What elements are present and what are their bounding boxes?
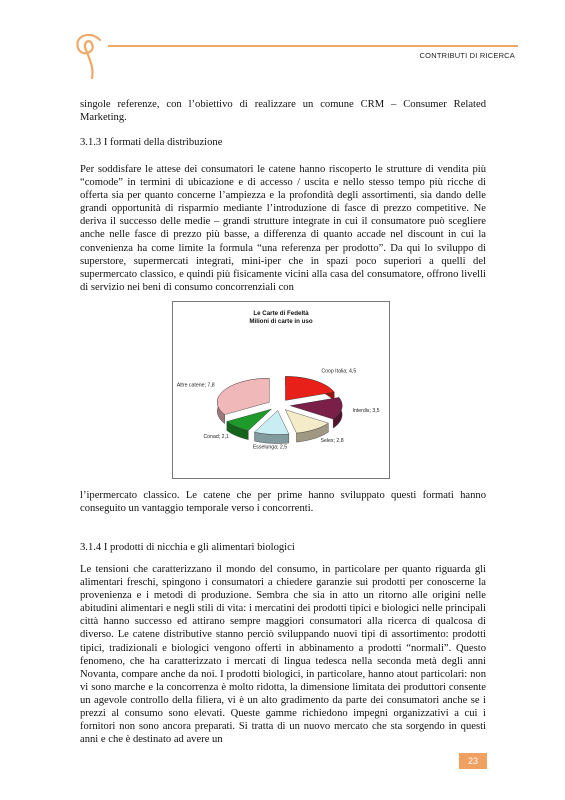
page-number: 23 — [459, 753, 487, 769]
paragraph-intro: singole referenze, con l’obiettivo di realizzare un comune CRM – Consumer Related Marketing. — [80, 99, 486, 124]
paragraph-ipermercato: l’ipermercato classico. Le catene che per prime hanno sviluppato questi formati hanno conseguito un vantaggio temporale verso i concorrenti. — [80, 490, 486, 515]
header-rule — [108, 45, 518, 47]
pie-label-coop-italia: Coop Italia; 4,5 — [321, 368, 357, 375]
pie-chart-svg — [173, 302, 389, 478]
pie-chart-figure — [172, 301, 390, 479]
pie-label-interdis: Interdis; 3,5 — [352, 408, 380, 415]
pie-slice-coop-italia — [285, 376, 334, 400]
decorative-swirl-logo — [70, 30, 110, 80]
pie-label-esselunga: Esselunga; 2,5 — [252, 444, 288, 451]
chart-title: Le Carte di Fedeltà — [253, 310, 309, 317]
pie-slice-altre-catene — [217, 378, 269, 414]
pie-label-altre-catene: Altre catene; 7,8 — [176, 382, 215, 389]
heading-3-1-3: 3.1.3 I formati della distribuzione — [80, 137, 223, 148]
pie-label-selex: Selex; 2,8 — [320, 437, 344, 444]
chart-subtitle: Milioni di carte in uso — [249, 318, 313, 325]
header-section-label: CONTRIBUTI DI RICERCA — [419, 51, 515, 60]
pie-label-conad: Conad; 2,1 — [203, 433, 229, 440]
heading-3-1-4: 3.1.4 I prodotti di nicchia e gli alimentari biologici — [80, 542, 295, 553]
paragraph-formati: Per soddisfare le attese dei consumatori le catene hanno riscoperto le strutture di vendita più “comode” in termini di ubicazione e di accesso / uscita e nello stesso tempo più ricche di offerta sia per quanto concerne l’ampiezza e la profondità degli assortimenti, sia dando delle grandi opportunità di risparmio mediante l’introduzione di fasce di prezzo competitive. Ne deriva il successo delle medie – grandi strutture integrate in cui il consumatore può scegliere anche nelle fasce di prezzo più basse, a differenza di quanto accade nel discount in cui la convenienza ha come limite la formula “una referenza per prodotto”. Da qui lo sviluppo di superstore, supermercati integrati, mini-iper che in spazi poco superiori a quelli del supermercato classico, e quindi più fisicamente vicini alla casa del consumatore, offrono livelli di servizio nei beni di consumo concorrenziali con — [80, 164, 486, 293]
paragraph-nicchia: Le tensioni che caratterizzano il mondo del consumo, in particolare per quanto riguarda gli alimentari freschi, spingono i consumatori a chiedere garanzie sui prodotti per conoscerne la provenienza e i metodi di produzione. Sembra che sia in atto un ritorno alle origini nelle abitudini alimentari e negli stili di vita: i mercatini dei prodotti tipici e biologici nelle principali città hanno successo ed attirano sempre maggiori consumatori alla ricerca di qualcosa di diverso. Le catene distributive stanno perciò sviluppando nuovi tipi di assortimento: prodotti tipici, tradizionali e biologici vengono offerti in abbinamento a prodotti “normali”. Questo fenomeno, che ha caratterizzato i mercati di lingua tedesca nella seconda metà degli anni Novanta, compare anche da noi. I prodotti biologici, in particolare, hanno atout particolari: non vi sono marche e la concorrenza è molto ridotta, la dimensione limitata dei produttori consente un agevole controllo della filiera, vi è un alto gradimento da parte dei consumatori anche se i prezzi al consumo sono elevati. Queste gamme richiedono impegni organizzativi a cui i fornitori non sono ancora preparati. Si tratta di un nuovo mercato che sta sorgendo in questi anni e che è destinato ad avere un — [80, 564, 486, 746]
